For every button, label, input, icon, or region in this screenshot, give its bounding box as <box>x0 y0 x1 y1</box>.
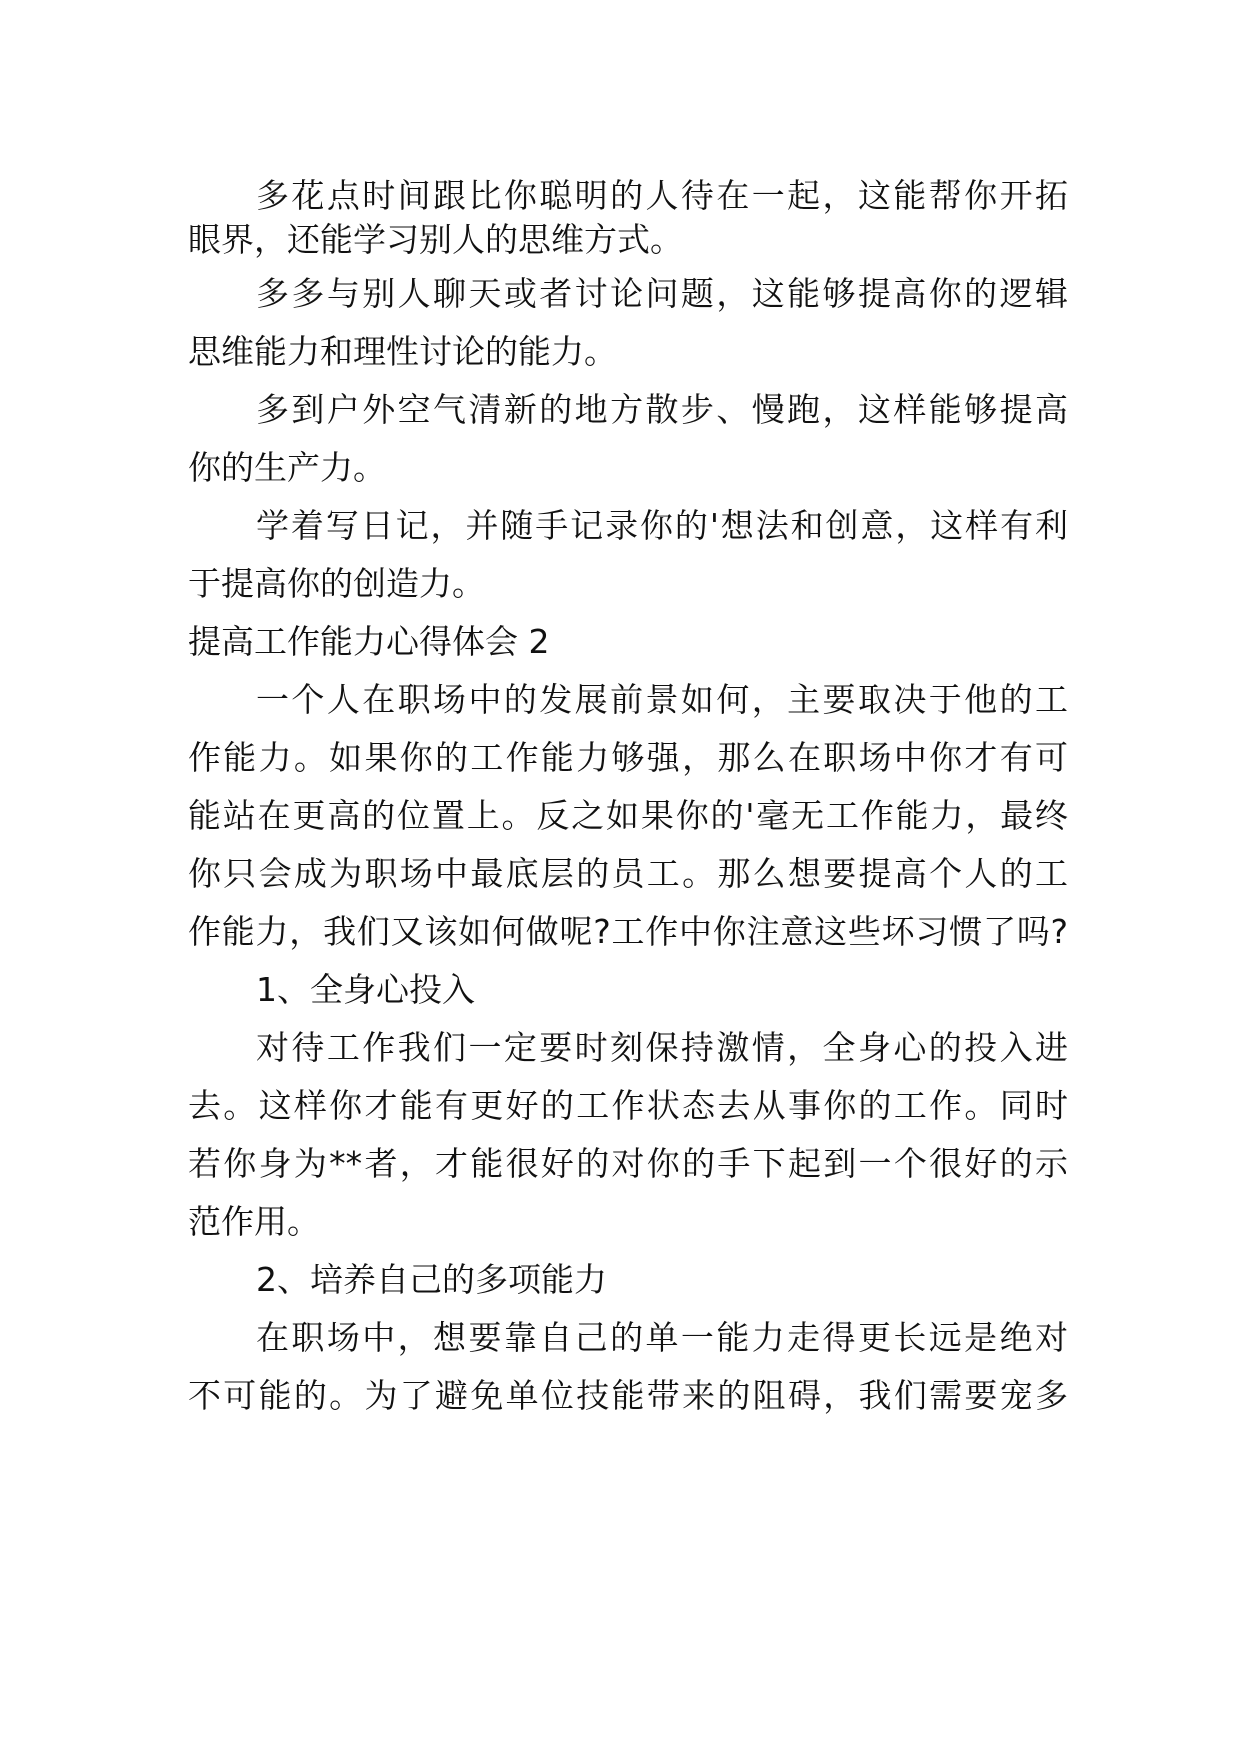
paragraph-line: 作能力。如果你的工作能力够强，那么在职场中你才有可 <box>188 738 1068 777</box>
paragraph-line: 能站在更高的位置上。反之如果你的'毫无工作能力，最终 <box>188 796 1068 835</box>
paragraph-line: 范作用。 <box>188 1202 320 1241</box>
paragraph-line: 一个人在职场中的发展前景如何，主要取决于他的工 <box>256 680 1068 719</box>
paragraph-line: 在职场中，想要靠自己的单一能力走得更长远是绝对 <box>256 1318 1068 1357</box>
paragraph-line: 多多与别人聊天或者讨论问题，这能够提高你的逻辑 <box>256 274 1068 313</box>
paragraph-line: 对待工作我们一定要时刻保持激情，全身心的投入进 <box>256 1028 1068 1067</box>
paragraph-line: 多到户外空气清新的地方散步、慢跑，这样能够提高 <box>256 390 1068 429</box>
paragraph-line: 学着写日记，并随手记录你的'想法和创意，这样有利 <box>256 506 1068 545</box>
list-heading: 2、培养自己的多项能力 <box>256 1260 607 1299</box>
section-heading: 提高工作能力心得体会 2 <box>188 622 550 661</box>
paragraph-line: 作能力，我们又该如何做呢?工作中你注意这些坏习惯了吗? <box>188 912 1068 951</box>
paragraph-line: 于提高你的创造力。 <box>188 564 485 603</box>
paragraph-line: 你的生产力。 <box>188 448 386 487</box>
list-heading: 1、全身心投入 <box>256 970 475 1009</box>
paragraph-line: 你只会成为职场中最底层的员工。那么想要提高个人的工 <box>188 854 1068 893</box>
paragraph-line: 思维能力和理性讨论的能力。 <box>188 332 617 371</box>
paragraph-line: 去。这样你才能有更好的工作状态去从事你的工作。同时 <box>188 1086 1068 1125</box>
paragraph-line: 若你身为**者，才能很好的对你的手下起到一个很好的示 <box>188 1144 1068 1183</box>
paragraph-line: 眼界，还能学习别人的思维方式。 <box>188 220 683 259</box>
paragraph-line: 不可能的。为了避免单位技能带来的阻碍，我们需要宠多 <box>188 1376 1068 1415</box>
paragraph-line: 多花点时间跟比你聪明的人待在一起，这能帮你开拓 <box>256 176 1068 215</box>
